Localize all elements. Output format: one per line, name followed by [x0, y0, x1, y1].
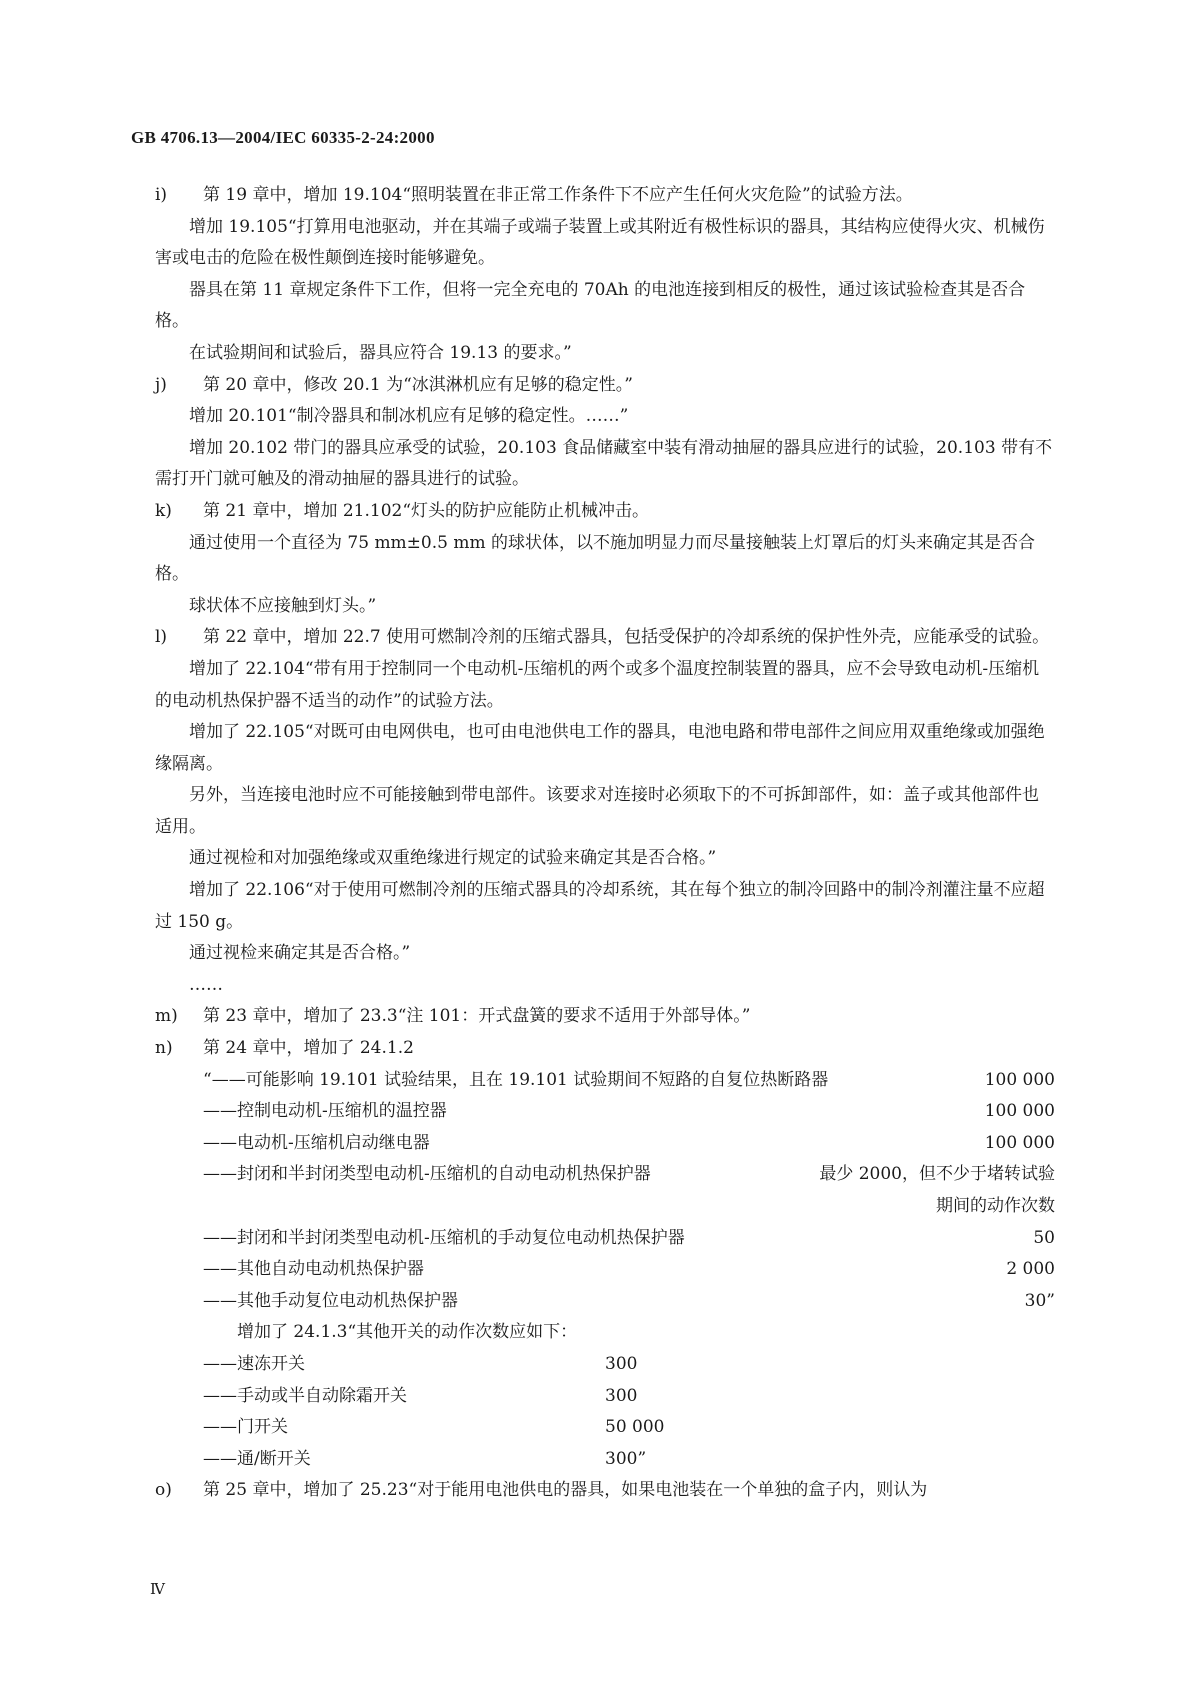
paragraph: 球状体不应接触到灯头。”	[189, 595, 377, 616]
device-label: “——可能影响 19.101 试验结果，且在 19.101 试验期间不短路的自复位热断路器	[203, 1069, 829, 1090]
item-text: 第 23 章中，增加了 23.3“注 101：开式盘簧的要求不适用于外部导体。”	[203, 1006, 751, 1027]
device-label: ——其他自动电动机热保护器	[203, 1259, 424, 1280]
operation-count-row	[155, 1254, 1055, 1286]
switch-count: 300	[605, 1385, 638, 1406]
switch-count-row	[155, 1412, 1055, 1444]
paragraph: 增加了 22.104“带有用于控制同一个电动机-压缩机的两个或多个温度控制装置的器具，应不会导致电动机-压缩机的电动机热保护器不适当的动作”的试验方法。	[155, 658, 1040, 711]
list-item-j	[155, 370, 1055, 402]
device-label: ——封闭和半封闭类型电动机-压缩机的手动复位电动机热保护器	[203, 1227, 685, 1248]
switch-count-row	[155, 1349, 1055, 1381]
list-marker: i)	[155, 185, 168, 205]
item-text: 第 22 章中，增加 22.7 使用可燃制冷剂的压缩式器具，包括受保护的冷却系统的保护性外壳，应能承受的试验。	[203, 627, 1050, 648]
list-marker: j)	[155, 374, 167, 395]
operation-count: 100 000	[984, 1132, 1055, 1153]
list-marker: k)	[155, 500, 172, 521]
switch-count-row	[155, 1444, 1055, 1476]
list-item-m	[155, 1001, 1055, 1033]
device-label: ——封闭和半封闭类型电动机-压缩机的自动电动机热保护器	[203, 1164, 651, 1185]
operation-count: 100 000	[984, 1101, 1055, 1122]
list-item-o	[155, 1475, 1055, 1507]
list-marker: n)	[155, 1038, 173, 1059]
standard-code-header: GB 4706.13—2004/IEC 60335-2-24:2000	[131, 128, 435, 147]
operation-count-row	[155, 1286, 1055, 1318]
operation-count-continuation: 期间的动作次数	[936, 1196, 1055, 1216]
operation-count-row	[155, 1096, 1055, 1128]
switch-count: 300”	[605, 1448, 647, 1469]
operation-count-row	[155, 1223, 1055, 1255]
paragraph: 增加 20.102 带门的器具应承受的试验，20.103 食品储藏室中装有滑动抽屉的器具应进行的试验，20.103 带有不需打开门就可触及的滑动抽屉的器具进行的试验。	[155, 437, 1053, 490]
operation-count: 2 000	[1006, 1259, 1055, 1280]
list-item-l	[155, 622, 1055, 654]
operation-count-row	[155, 1128, 1055, 1160]
paragraph: 增加了 22.106“对于使用可燃制冷剂的压缩式器具的冷却系统，其在每个独立的制冷回路中的制冷剂灌注量不应超过 150 g。	[155, 880, 1045, 932]
ellipsis: ……	[189, 974, 223, 995]
device-label: ——电动机-压缩机启动继电器	[203, 1132, 430, 1153]
switch-label: ——通/断开关	[203, 1448, 311, 1469]
operation-count-row	[155, 1065, 1055, 1097]
paragraph: 另外，当连接电池时应不可能接触到带电部件。该要求对连接时必须取下的不可拆卸部件，如：盖子或其他部件也适用。	[155, 785, 1039, 837]
device-label: ——控制电动机-压缩机的温控器	[203, 1101, 447, 1122]
operation-count-row	[155, 1159, 1055, 1191]
list-marker: l)	[155, 627, 168, 648]
operation-count: 100 000	[984, 1069, 1055, 1090]
operation-count: 最少 2000，但不少于堵转试验	[819, 1164, 1055, 1185]
item-text: 第 20 章中，修改 20.1 为“冰淇淋机应有足够的稳定性。”	[203, 374, 633, 395]
list-item-i	[155, 180, 1055, 212]
list-marker: m)	[155, 1006, 178, 1027]
item-text: 第 19 章中，增加 19.104“照明装置在非正常工作条件下不应产生任何火灾危险”的试验方法。	[203, 185, 913, 205]
paragraph: 增加了 24.1.3“其他开关的动作次数应如下：	[237, 1322, 578, 1343]
switch-count-row	[155, 1381, 1055, 1413]
switch-count: 300	[605, 1353, 638, 1374]
paragraph: 增加 19.105“打算用电池驱动，并在其端子或端子装置上或其附近有极性标识的器具，其结构应使得火灾、机械伤害或电击的危险在极性颠倒连接时能够避免。	[155, 216, 1045, 269]
operation-count: 50	[1033, 1227, 1055, 1248]
list-item-k	[155, 496, 1055, 528]
paragraph: 通过视检来确定其是否合格。”	[189, 943, 411, 964]
list-marker: o)	[155, 1480, 172, 1501]
item-text: 第 25 章中，增加了 25.23“对于能用电池供电的器具，如果电池装在一个单独的盒子内，则认为	[203, 1480, 928, 1501]
document-body	[155, 180, 1055, 1507]
paragraph: 器具在第 11 章规定条件下工作，但将一完全充电的 70Ah 的电池连接到相反的极性，通过该试验检查其是否合格。	[155, 279, 1026, 332]
switch-count: 50 000	[605, 1417, 665, 1438]
paragraph: 增加 20.101“制冷器具和制冰机应有足够的稳定性。……”	[189, 406, 629, 427]
item-text: 第 21 章中，增加 21.102“灯头的防护应能防止机械冲击。	[203, 500, 650, 521]
paragraph: 在试验期间和试验后，器具应符合 19.13 的要求。”	[189, 342, 572, 363]
item-text: 第 24 章中，增加了 24.1.2	[203, 1038, 414, 1059]
paragraph: 通过使用一个直径为 75 mm±0.5 mm 的球状体，以不施加明显力而尽量接触装上灯罩后的灯头来确定其是否合格。	[155, 532, 1036, 585]
switch-label: ——门开关	[203, 1417, 288, 1438]
paragraph: 通过视检和对加强绝缘或双重绝缘进行规定的试验来确定其是否合格。”	[189, 848, 717, 869]
switch-label: ——手动或半自动除霜开关	[203, 1385, 407, 1406]
operation-count: 30”	[1024, 1290, 1055, 1311]
page-number: Ⅳ	[150, 1582, 165, 1598]
paragraph: 增加了 22.105“对既可由电网供电，也可由电池供电工作的器具，电池电路和带电部件之间应用双重绝缘或加强绝缘隔离。	[155, 722, 1045, 774]
list-item-n	[155, 1033, 1055, 1065]
device-label: ——其他手动复位电动机热保护器	[203, 1290, 458, 1311]
switch-label: ——速冻开关	[203, 1353, 305, 1374]
